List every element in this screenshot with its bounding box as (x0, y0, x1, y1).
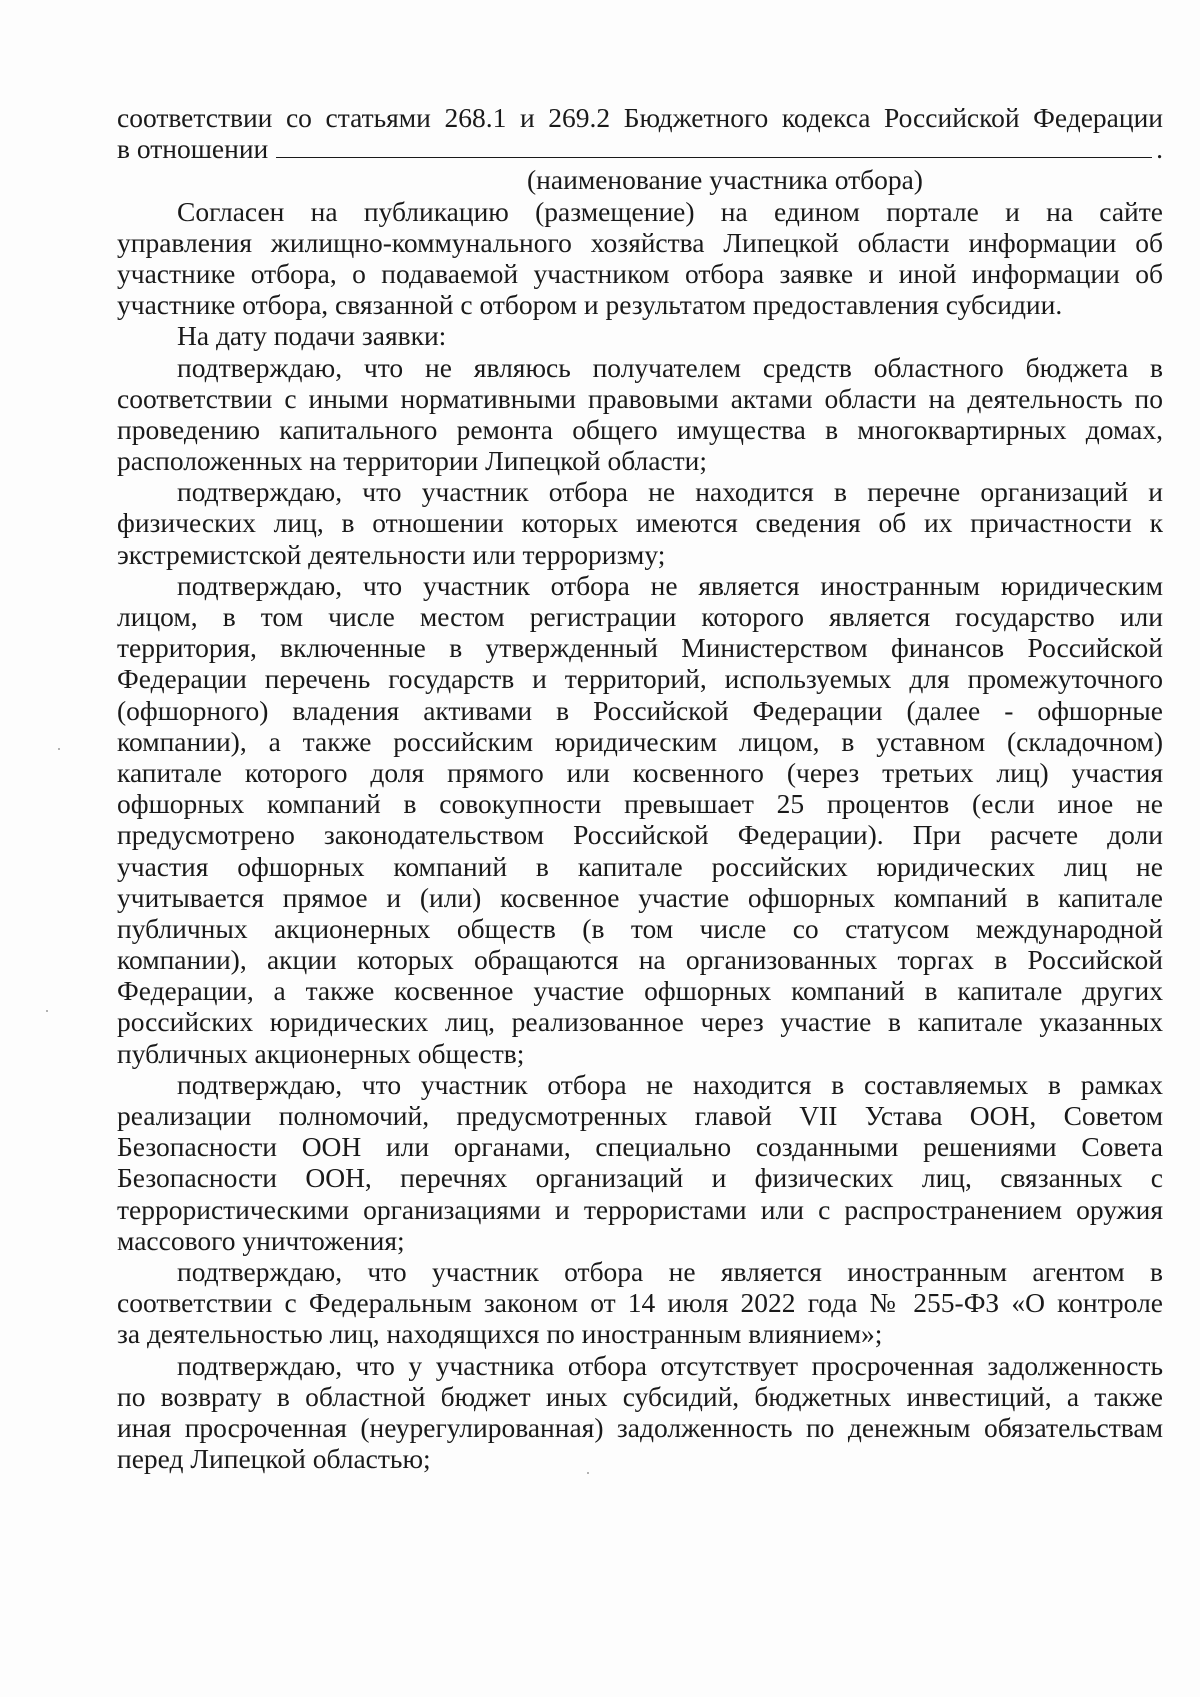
participant-blank-row (117, 133, 1163, 164)
paragraph-line: подтверждаю, что участник отбора не находится в составляемых в рамках (177, 1068, 1163, 1100)
paragraph-line: расположенных на территории Липецкой области; (117, 445, 708, 477)
scan-speck (587, 1472, 589, 1474)
confirm-paragraph-foreign-agent (117, 1256, 1163, 1350)
paragraph-line: подтверждаю, что участник отбора не находится в перечне организаций и (177, 476, 1163, 508)
paragraph-line: капитале которого доля прямого или косвенного (через третьих лиц) участия (117, 756, 1163, 788)
paragraph-line: Безопасности ООН, перечнях организаций и физических лиц, связанных с (117, 1162, 1163, 1194)
intro-line: соответствии со статьями 268.1 и 269.2 Бюджетного кодекса Российской Федерации (117, 102, 1163, 133)
paragraph-line: подтверждаю, что участник отбора не является иностранным агентом в (177, 1255, 1163, 1287)
paragraph-line: предусмотрено законодательством Российской Федерации). При расчете доли (117, 819, 1163, 851)
paragraph-line: соответствии с Федеральным законом от 14 июля 2022 года № 255-ФЗ «О контроле (117, 1287, 1163, 1319)
paragraph-line: иная просроченная (неурегулированная) задолженность по денежным обязательствам (117, 1411, 1163, 1443)
paragraph-line: Безопасности ООН или органами, специально созданными решениями Совета (117, 1131, 1163, 1163)
participant-name-blank[interactable] (276, 156, 1152, 158)
paragraph-line: российских юридических лиц, реализованное через участие в капитале указанных (117, 1006, 1163, 1038)
paragraph-line: компании), а также российским юридическим лицом, в уставном (складочном) (117, 725, 1163, 757)
paragraph-line: учитывается прямое и (или) косвенное участие офшорных компаний в капитале (117, 881, 1163, 913)
paragraph-line: публичных акционерных обществ (в том числе со статусом международной (117, 912, 1163, 944)
paragraph-line: физических лиц, в отношении которых имеются сведения об их причастности к (117, 507, 1163, 539)
paragraph-line: Федерации перечень государств и территорий, используемых для промежуточного (117, 663, 1163, 695)
paragraph-line: террористическими организациями и террористами или с распространением оружия (117, 1193, 1163, 1225)
confirm-paragraph-extremism (117, 476, 1163, 570)
paragraph-line: Федерации, а также косвенное участие офшорных компаний в капитале других (117, 975, 1163, 1007)
paragraph-line: офшорных компаний в совокупности превышает 25 процентов (если иное не (117, 788, 1163, 820)
paragraph-line: подтверждаю, что участник отбора не является иностранным юридическим (177, 569, 1163, 601)
paragraph-line: участнике отбора, о подаваемой участником отбора заявке и иной информации об (117, 257, 1163, 289)
confirm-paragraph-offshore (117, 570, 1163, 1069)
scan-speck (58, 748, 60, 750)
paragraph-line: реализации полномочий, предусмотренных главой VII Устава ООН, Советом (117, 1100, 1163, 1131)
confirm-paragraph-budget (117, 352, 1163, 477)
paragraph-line: массового уничтожения; (117, 1224, 405, 1256)
blank-end-period: . (1156, 133, 1163, 165)
date-heading: На дату подачи заявки: (177, 320, 447, 352)
blank-caption: (наименование участника отбора) (527, 164, 923, 196)
confirm-paragraph-debt (117, 1350, 1163, 1475)
scan-speck (46, 1010, 48, 1012)
paragraph-line: Согласен на публикацию (размещение) на едином портале и на сайте (177, 195, 1163, 227)
in-relation-label: в отношении (117, 133, 269, 165)
paragraph-line: территория, включенные в утвержденный Министерством финансов Российской (117, 632, 1163, 664)
paragraph-line: соответствии с иными нормативными правовыми актами области на деятельность по (117, 382, 1163, 414)
paragraph-line: управления жилищно-коммунального хозяйства Липецкой области информации об (117, 226, 1163, 258)
paragraph-line: подтверждаю, что у участника отбора отсутствует просроченная задолженность (177, 1349, 1163, 1381)
paragraph-line: проведению капитального ремонта общего имущества в многоквартирных домах, (117, 413, 1163, 445)
paragraph-line: лицом, в том числе местом регистрации которого является государство или (117, 601, 1163, 632)
paragraph-line: участия офшорных компаний в капитале российских юридических лиц не (117, 850, 1163, 882)
consent-paragraph (117, 196, 1163, 321)
document-body (117, 102, 1163, 1474)
paragraph-line: подтверждаю, что не являюсь получателем средств областного бюджета в (177, 351, 1163, 383)
paragraph-line: публичных акционерных обществ; (117, 1037, 525, 1069)
confirm-paragraph-un-lists (117, 1069, 1163, 1256)
paragraph-line: перед Липецкой областью; (117, 1443, 431, 1475)
paragraph-line: экстремистской деятельности или терроризму; (117, 538, 666, 570)
paragraph-line: компании), акции которых обращаются на организованных торгах в Российской (117, 944, 1163, 976)
paragraph-line: участнике отбора, связанной с отбором и результатом предоставления субсидии. (117, 289, 1063, 321)
paragraph-line: (офшорного) владения активами в Российской Федерации (далее - офшорные (117, 694, 1163, 726)
paragraph-line: за деятельностью лиц, находящихся по иностранным влиянием»; (117, 1318, 883, 1350)
paragraph-line: по возврату в областной бюджет иных субсидий, бюджетных инвестиций, а также (117, 1380, 1163, 1412)
